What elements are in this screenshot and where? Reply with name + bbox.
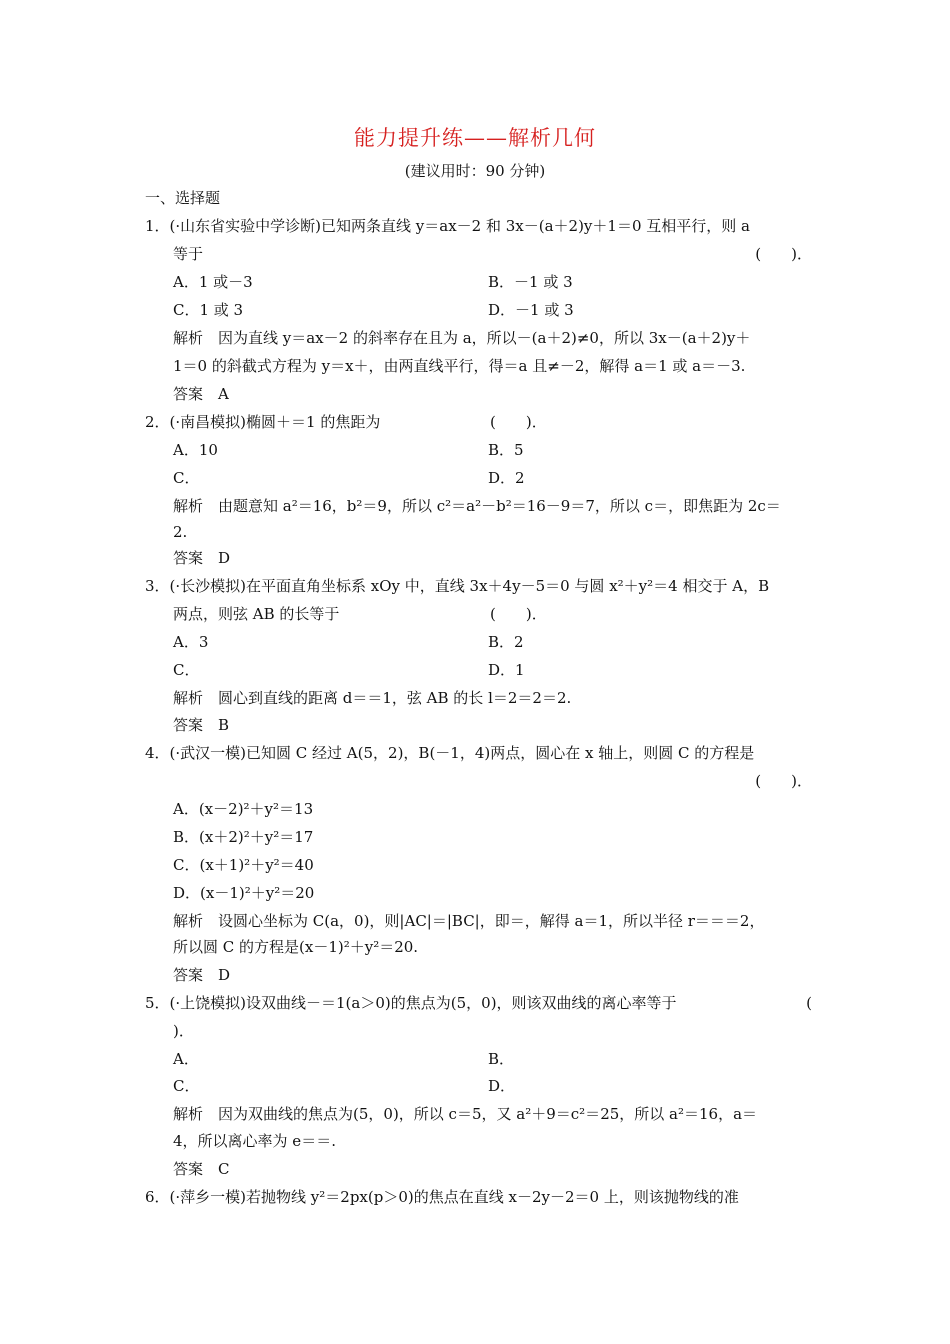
- q5-stem-line2: )．: [173, 1022, 194, 1040]
- q2-option-c: C．: [173, 469, 200, 487]
- q3-option-d: D．1: [488, 661, 525, 679]
- q5-option-a: A．: [173, 1050, 199, 1068]
- q1-option-a: A．1 或－3: [173, 273, 253, 291]
- q3-stem-line1: 3．(·长沙模拟)在平面直角坐标系 xOy 中，直线 3x＋4y－5＝0 与圆 x²＋y²＝4 相交于 A，B: [145, 577, 770, 595]
- q3-stem-line2: 两点，则弦 AB 的长等于: [173, 605, 340, 623]
- q4-option-c: C．(x＋1)²＋y²＝40: [173, 856, 314, 874]
- q4-explanation-line1: 解析 设圆心坐标为 C(a，0)，则|AC|＝|BC|，即＝，解得 a＝1，所以半径 r＝＝＝2，: [173, 912, 765, 930]
- q1-explanation-line2: 1＝0 的斜截式方程为 y＝x＋，由两直线平行，得＝a 且≠－2，解得 a＝1 或 a＝－3.: [173, 357, 746, 375]
- q5-option-b: B．: [488, 1050, 515, 1068]
- q5-answer-paren-open: (: [806, 994, 812, 1012]
- q1-option-c: C．1 或 3: [173, 301, 244, 319]
- q5-answer: 答案 C: [173, 1160, 230, 1178]
- q5-stem-line1: 5．(·上饶模拟)设双曲线－＝1(a＞0)的焦点为(5，0)，则该双曲线的离心率等于: [145, 994, 677, 1012]
- page-title: 能力提升练——解析几何: [354, 126, 596, 150]
- q4-answer-paren: ( )．: [755, 772, 812, 790]
- q3-option-a: A．3: [173, 633, 209, 651]
- q3-option-c: C．: [173, 661, 200, 679]
- q2-option-a: A．10: [173, 441, 218, 459]
- q5-explanation-line1: 解析 因为双曲线的焦点为(5，0)，所以 c＝5，又 a²＋9＝c²＝25，所以 a²＝16，a＝: [173, 1105, 758, 1123]
- q4-stem-line1: 4．(·武汉一模)已知圆 C 经过 A(5，2)，B(－1，4)两点，圆心在 x 轴上，则圆 C 的方程是: [145, 744, 755, 762]
- q1-option-b: B．－1 或 3: [488, 273, 573, 291]
- q6-stem-line1: 6．(·萍乡一模)若抛物线 y²＝2px(p＞0)的焦点在直线 x－2y－2＝0 上，则该抛物线的准: [145, 1188, 739, 1206]
- q4-option-b: B．(x＋2)²＋y²＝17: [173, 828, 314, 846]
- q4-option-a: A．(x－2)²＋y²＝13: [173, 800, 314, 818]
- q5-explanation-line2: 4，所以离心率为 e＝＝.: [173, 1132, 336, 1150]
- q3-answer-paren: ( )．: [490, 605, 547, 623]
- q1-answer: 答案 A: [173, 385, 229, 403]
- q1-stem-line1: 1．(·山东省实验中学诊断)已知两条直线 y＝ax－2 和 3x－(a＋2)y＋1＝0 互相平行，则 a: [145, 217, 750, 235]
- q2-option-d: D．2: [488, 469, 525, 487]
- q4-option-d: D．(x－1)²＋y²＝20: [173, 884, 315, 902]
- q2-answer: 答案 D: [173, 549, 231, 567]
- q3-answer: 答案 B: [173, 716, 230, 734]
- q5-option-d: D．: [488, 1077, 516, 1095]
- q3-explanation-line1: 解析 圆心到直线的距离 d＝＝1，弦 AB 的长 l＝2＝2＝2.: [173, 689, 572, 707]
- q2-explanation-line2: 2.: [173, 523, 188, 541]
- time-suggestion: (建议用时：90 分钟): [404, 162, 546, 180]
- q1-answer-paren: ( )．: [755, 245, 812, 263]
- q1-option-d: D．－1 或 3: [488, 301, 574, 319]
- q1-explanation-line1: 解析 因为直线 y＝ax－2 的斜率存在且为 a，所以－(a＋2)≠0，所以 3x－(a＋2)y＋: [173, 329, 751, 347]
- q2-option-b: B．5: [488, 441, 524, 459]
- q3-option-b: B．2: [488, 633, 524, 651]
- q2-answer-paren: ( )．: [490, 413, 547, 431]
- q2-stem-line1: 2．(·南昌模拟)椭圆＋＝1 的焦距为: [145, 413, 381, 431]
- q4-answer: 答案 D: [173, 966, 231, 984]
- q2-explanation-line1: 解析 由题意知 a²＝16，b²＝9，所以 c²＝a²－b²＝16－9＝7，所以 c＝，即焦距为 2c＝: [173, 497, 781, 515]
- q5-option-c: C．: [173, 1077, 200, 1095]
- q1-stem-line2: 等于: [173, 245, 204, 263]
- section-heading: 一、选择题: [145, 189, 221, 207]
- q4-explanation-line2: 所以圆 C 的方程是(x－1)²＋y²＝20.: [173, 938, 419, 956]
